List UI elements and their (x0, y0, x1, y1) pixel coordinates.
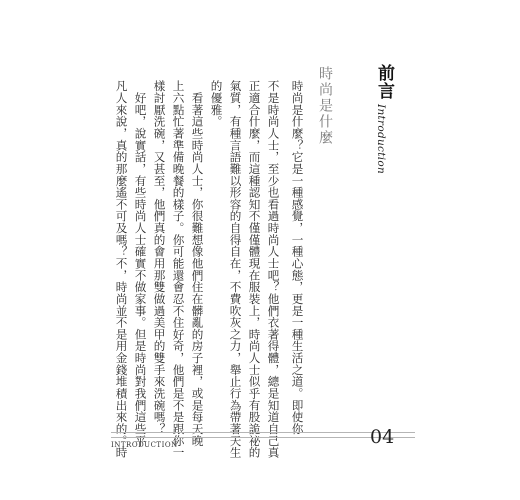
page-number: 04 (370, 426, 395, 448)
section-subtitle: 時尚是什麼 (317, 66, 333, 146)
footer-label: INTRODUCTION (111, 441, 178, 449)
body-column-1: 時尚是什麼？它是一種感覺，一種心態，更是一種生活之道。即使你 (290, 80, 305, 435)
body-column-3: 正適合什麼，而這種認知不僅僅體現在服裝上，時尚人士似乎有股詭祕的 (247, 80, 262, 459)
body-column-9: 好吧，說實話，有些時尚人士確實不做家事。但是時尚對我們這些平 (133, 80, 148, 447)
body-column-10: 凡人來說，真的那麼遙不可及嗎？不，時尚並不是用金錢堆積出來的。時 (114, 80, 129, 459)
chapter-heading-english: Introduction (375, 104, 387, 175)
body-column-5: 的優雅。 (209, 80, 224, 128)
chapter-heading: 前言 (374, 64, 394, 100)
body-column-4: 氣質，有種言語難以形容的自得自在，不費吹灰之力，舉止行為帶著天生 (228, 80, 243, 459)
body-column-6: 看著這些時尚人士，你很難想像他們住在髒亂的房子裡，或是每天晚 (190, 80, 205, 447)
body-column-2: 不是時尚人士，至少也看過時尚人士吧？他們衣著得體，總是知道自己真 (266, 80, 281, 459)
body-column-8: 樣討厭洗碗，又甚至，他們真的會用那雙做過美甲的雙手來洗碗嗎？ (152, 80, 167, 435)
body-column-7: 上六點忙著準備晚餐的樣子。你可能還會忍不住好奇，他們是不是跟你一 (171, 80, 186, 459)
